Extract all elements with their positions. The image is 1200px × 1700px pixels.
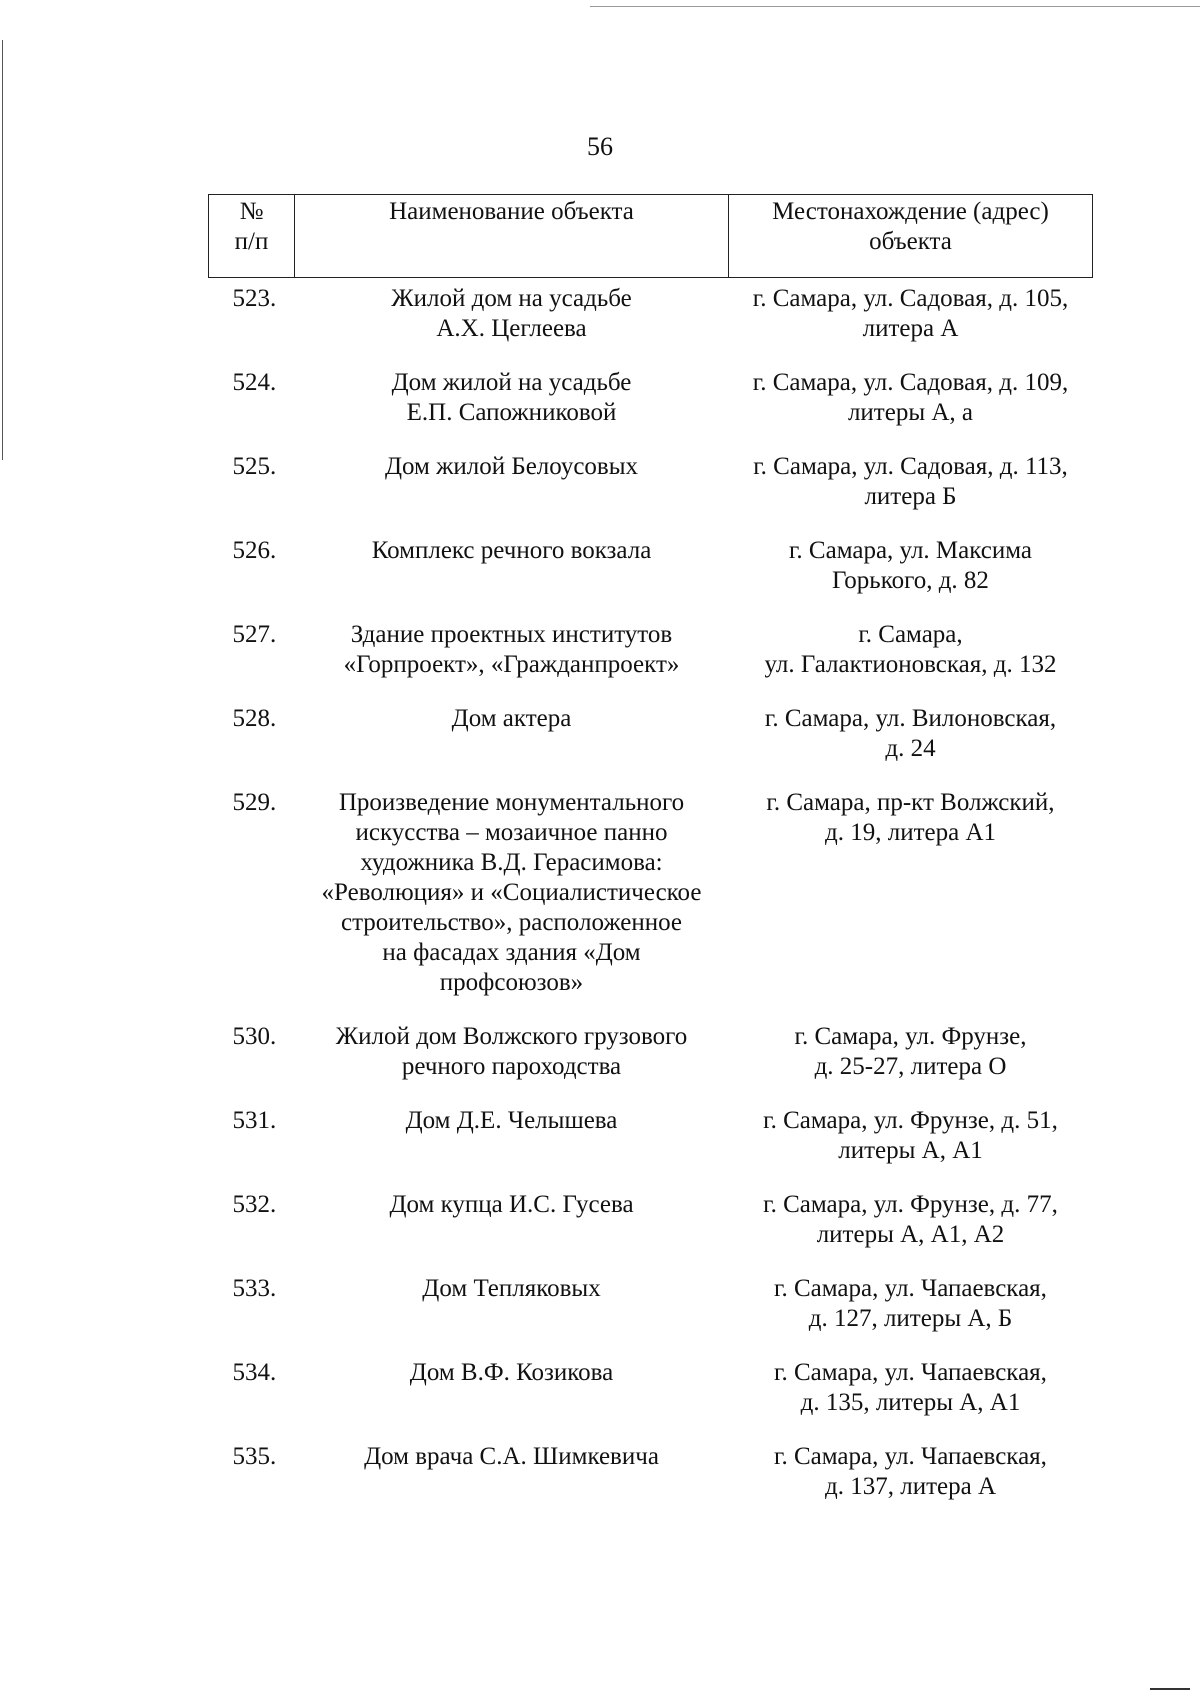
- object-name-line: «Революция» и «Социалистическое: [321, 879, 702, 906]
- row-number: 526.: [232, 537, 277, 564]
- object-name-line: искусства – мозаичное панно: [355, 819, 668, 846]
- table-header: [209, 195, 1093, 278]
- scan-edge-line: [2, 40, 3, 460]
- object-name-line: Произведение монументального: [338, 789, 685, 816]
- object-name-cell: [295, 782, 729, 1016]
- object-name-line: профсоюзов»: [439, 969, 584, 996]
- row-number: 525.: [232, 453, 277, 480]
- page-number: 56: [587, 132, 613, 161]
- object-name-line: речного пароходства: [401, 1053, 622, 1080]
- object-name-line: Здание проектных институтов: [350, 621, 673, 648]
- object-name-line: Дом В.Ф. Козикова: [409, 1359, 614, 1386]
- scan-edge-line: [590, 6, 1200, 7]
- object-name-line: Дом жилой на усадьбе: [391, 369, 632, 396]
- object-address-cell: [729, 362, 1093, 446]
- object-name-cell: [295, 1016, 729, 1100]
- table-row: [209, 1268, 1093, 1352]
- object-address-line: г. Самара, ул. Фрунзе, д. 77,: [763, 1191, 1058, 1218]
- table-row: [209, 1352, 1093, 1436]
- object-address-cell: [729, 614, 1093, 698]
- object-address-line: д. 25-27, литера О: [814, 1053, 1007, 1080]
- object-name-cell: [295, 530, 729, 614]
- table-row: [209, 1016, 1093, 1100]
- object-name-cell: [295, 446, 729, 530]
- object-address-line: г. Самара, ул. Чапаевская,: [774, 1275, 1047, 1302]
- table-row: [209, 614, 1093, 698]
- object-name-cell: [295, 614, 729, 698]
- object-address-line: литеры А, а: [847, 399, 974, 426]
- object-name-line: «Горпроект», «Гражданпроект»: [343, 651, 680, 678]
- object-address-line: литера Б: [864, 483, 957, 510]
- object-address-cell: [729, 1352, 1093, 1436]
- object-address-line: д. 137, литера А: [825, 1473, 996, 1500]
- object-name-cell: [295, 362, 729, 446]
- object-address-line: г. Самара, ул. Максима: [789, 537, 1032, 564]
- table-row: [209, 530, 1093, 614]
- object-name-line: Дом Тепляковых: [422, 1275, 601, 1302]
- header-address: [729, 195, 1093, 278]
- object-name-line: на фасадах здания «Дом: [382, 939, 641, 966]
- object-address-line: г. Самара,: [858, 621, 963, 648]
- table-row: [209, 1436, 1093, 1520]
- row-number: 535.: [232, 1443, 277, 1470]
- object-address-cell: [729, 278, 1093, 363]
- object-address-cell: [729, 1100, 1093, 1184]
- object-address-line: г. Самара, пр-кт Волжский,: [766, 789, 1055, 816]
- object-address-line: г. Самара, ул. Садовая, д. 105,: [752, 285, 1069, 312]
- object-name-line: строительство», расположенное: [340, 909, 683, 936]
- object-address-line: литеры А, А1, А2: [816, 1221, 1005, 1248]
- row-number: 524.: [232, 369, 277, 396]
- table-row: [209, 1100, 1093, 1184]
- table-row: [209, 278, 1093, 363]
- object-address-cell: [729, 782, 1093, 1016]
- object-address-line: д. 24: [885, 735, 936, 762]
- object-address-cell: [729, 446, 1093, 530]
- object-name-line: Дом жилой Белоусовых: [384, 453, 639, 480]
- object-address-line: д. 19, литера А1: [825, 819, 996, 846]
- object-name-line: Е.П. Сапожниковой: [406, 399, 617, 426]
- object-name-line: Комплекс речного вокзала: [371, 537, 652, 564]
- object-address-line: г. Самара, ул. Вилоновская,: [764, 705, 1057, 732]
- object-name-cell: [295, 1184, 729, 1268]
- scan-edge-mark: [1150, 1688, 1190, 1690]
- table-row: [209, 1184, 1093, 1268]
- object-name-cell: [295, 1268, 729, 1352]
- object-name-cell: [295, 1100, 729, 1184]
- object-address-line: г. Самара, ул. Фрунзе, д. 51,: [763, 1107, 1058, 1134]
- object-name-line: Дом Д.Е. Челышева: [405, 1107, 618, 1134]
- row-number: 534.: [232, 1359, 277, 1386]
- object-address-cell: [729, 1436, 1093, 1520]
- row-number: 532.: [232, 1191, 277, 1218]
- table-row: [209, 446, 1093, 530]
- table-body: [209, 278, 1093, 1521]
- object-name-cell: [295, 1436, 729, 1520]
- object-address-cell: [729, 698, 1093, 782]
- object-address-line: г. Самара, ул. Чапаевская,: [774, 1359, 1047, 1386]
- table-row: [209, 782, 1093, 1016]
- table-header-row: [209, 195, 1093, 278]
- object-address-cell: [729, 1184, 1093, 1268]
- object-address-cell: [729, 1268, 1093, 1352]
- table-row: [209, 362, 1093, 446]
- object-address-line: ул. Галактионовская, д. 132: [764, 651, 1057, 678]
- object-name-line: Жилой дом на усадьбе: [391, 285, 632, 312]
- header-number-line: №: [239, 198, 264, 225]
- header-number-line: п/п: [234, 228, 269, 255]
- object-name-line: Дом врача С.А. Шимкевича: [364, 1443, 659, 1470]
- object-address-line: д. 135, литеры А, А1: [800, 1389, 1021, 1416]
- object-name-line: А.Х. Цеглеева: [436, 315, 587, 342]
- heritage-objects-table: [208, 194, 1093, 1520]
- header-object-name: [295, 195, 729, 278]
- row-number: 528.: [232, 705, 277, 732]
- header-address-line: объекта: [869, 228, 952, 255]
- object-address-line: г. Самара, ул. Садовая, д. 113,: [753, 453, 1068, 480]
- row-number: 523.: [232, 285, 277, 312]
- object-name-cell: [295, 278, 729, 363]
- object-name-line: Дом купца И.С. Гусева: [389, 1191, 634, 1218]
- object-address-line: Горького, д. 82: [832, 567, 989, 594]
- row-number: 529.: [232, 789, 277, 816]
- object-name-line: художника В.Д. Герасимова:: [360, 849, 663, 876]
- object-name-cell: [295, 1352, 729, 1436]
- object-address-cell: [729, 1016, 1093, 1100]
- object-address-line: г. Самара, ул. Чапаевская,: [774, 1443, 1047, 1470]
- object-address-line: литера А: [862, 315, 959, 342]
- row-number: 527.: [232, 621, 277, 648]
- object-name-cell: [295, 698, 729, 782]
- header-number: [209, 195, 295, 278]
- object-address-line: д. 127, литеры А, Б: [808, 1305, 1013, 1332]
- header-address-line: Местонахождение (адрес): [772, 198, 1049, 225]
- object-address-line: г. Самара, ул. Садовая, д. 109,: [752, 369, 1069, 396]
- header-object-name-text: Наименование объекта: [389, 198, 634, 225]
- object-address-line: г. Самара, ул. Фрунзе,: [794, 1023, 1027, 1050]
- row-number: 531.: [232, 1107, 277, 1134]
- object-address-line: литеры А, А1: [838, 1137, 983, 1164]
- object-name-line: Дом актера: [451, 705, 572, 732]
- row-number: 533.: [232, 1275, 277, 1302]
- object-address-cell: [729, 530, 1093, 614]
- object-name-line: Жилой дом Волжского грузового: [335, 1023, 688, 1050]
- row-number: 530.: [232, 1023, 277, 1050]
- table-row: [209, 698, 1093, 782]
